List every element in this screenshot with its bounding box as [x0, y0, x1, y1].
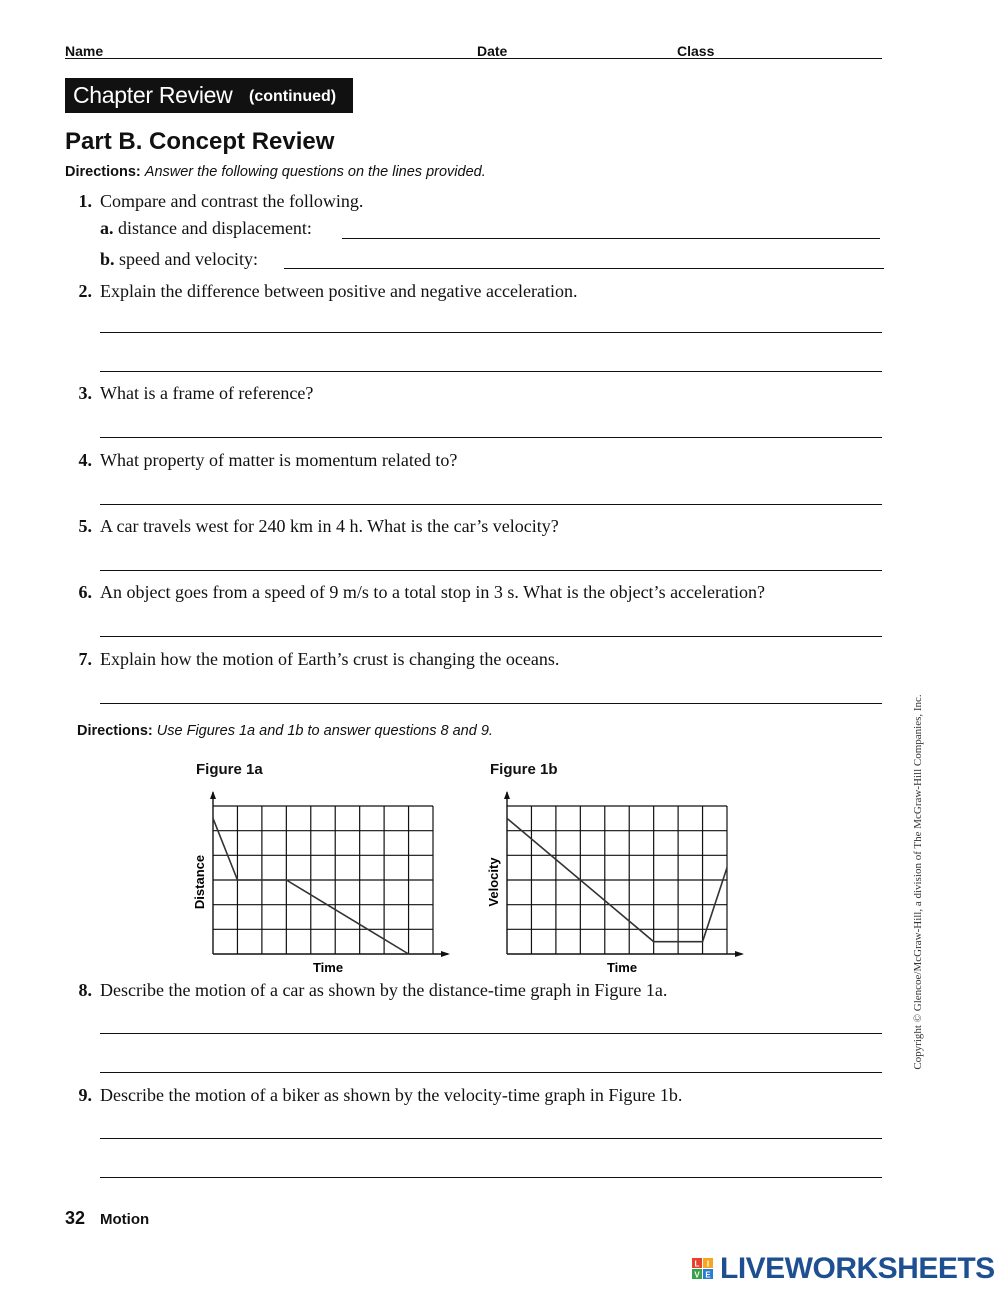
figure-1b-ylabel: Velocity — [486, 857, 501, 907]
figure-1b-xlabel: Time — [606, 960, 638, 975]
figure-1b-axes — [504, 791, 744, 957]
liveworksheets-logo-text: LIVEWORKSHEETS — [720, 1252, 995, 1285]
side-copyright: Copyright © Glencoe/McGraw-Hill, a division of The McGraw-Hill Companies, Inc. — [912, 694, 924, 1070]
directions-1-label: Directions: — [65, 164, 141, 180]
q1-text: Compare and contrast the following. — [100, 191, 364, 211]
q7-answer-line[interactable] — [100, 703, 882, 704]
name-label: Name — [65, 43, 104, 59]
q1-number: 1. — [78, 191, 92, 211]
directions-2-text: Use Figures 1a and 1b to answer questions 8 and 9. — [156, 723, 493, 739]
x-axis-arrow — [441, 951, 450, 957]
directions-1 — [65, 164, 486, 180]
figure-1a-title: Figure 1a — [196, 761, 263, 778]
banner-title: Chapter Review — [73, 82, 233, 108]
q2-number: 2. — [78, 281, 92, 301]
q6-answer-line[interactable] — [100, 636, 882, 637]
header-underline — [65, 58, 882, 59]
q1a — [100, 218, 312, 239]
figure-1a-xlabel: Time — [312, 960, 344, 975]
q2-answer-line-1[interactable] — [100, 332, 882, 333]
q9-answer-line-1[interactable] — [100, 1138, 882, 1139]
q1b-letter: b. — [100, 249, 115, 269]
figure-1a-graph — [188, 786, 458, 978]
footer-section: Motion — [100, 1211, 150, 1228]
logo-tile-letter: I — [706, 1259, 710, 1269]
figure-1b-graph — [482, 786, 752, 978]
q6-number: 6. — [78, 582, 92, 602]
q3-text: What is a frame of reference? — [100, 383, 314, 403]
q1b — [100, 249, 258, 270]
q8-text: Describe the motion of a car as shown by the distance-time graph in Figure 1a. — [100, 980, 668, 1000]
q8-answer-line-2[interactable] — [100, 1072, 882, 1073]
q9-answer-line-2[interactable] — [100, 1177, 882, 1178]
directions-2 — [77, 723, 493, 739]
q4-number: 4. — [78, 450, 92, 470]
q8-number: 8. — [78, 980, 92, 1000]
date-label: Date — [477, 43, 508, 59]
q5-answer-line[interactable] — [100, 570, 882, 571]
directions-1-text: Answer the following questions on the lines provided. — [144, 164, 486, 180]
q2-answer-line-2[interactable] — [100, 371, 882, 372]
q4-answer-line[interactable] — [100, 504, 882, 505]
liveworksheets-logo-icon — [692, 1258, 714, 1280]
y-axis-arrow — [504, 791, 510, 799]
q4-text: What property of matter is momentum related to? — [100, 450, 458, 470]
x-axis-arrow — [735, 951, 744, 957]
page-number: 32 — [65, 1208, 86, 1228]
logo-tile-letter: E — [705, 1270, 711, 1280]
q5-number: 5. — [78, 516, 92, 536]
q3-number: 3. — [78, 383, 92, 403]
figure-1b-title: Figure 1b — [490, 761, 558, 778]
q9-number: 9. — [78, 1085, 92, 1105]
liveworksheets-logo[interactable] — [692, 1252, 995, 1286]
logo-tile-letter: L — [694, 1259, 700, 1269]
figure-1b-grid — [507, 806, 727, 954]
chapter-review-banner — [65, 78, 353, 113]
q3-answer-line[interactable] — [100, 437, 882, 438]
figure-1a-axes — [210, 791, 450, 957]
q6-text: An object goes from a speed of 9 m/s to a total stop in 3 s. What is the object’s acceleration? — [100, 582, 765, 602]
figure-1a-ylabel: Distance — [192, 854, 207, 910]
class-label: Class — [677, 43, 715, 59]
q1b-answer-line[interactable] — [284, 268, 884, 269]
q5-text: A car travels west for 240 km in 4 h. What is the car’s velocity? — [100, 516, 559, 536]
q1a-answer-line[interactable] — [342, 238, 880, 239]
logo-tile-letter: V — [694, 1270, 700, 1280]
banner-subtitle: (continued) — [249, 88, 337, 105]
y-axis-arrow — [210, 791, 216, 799]
part-title: Part B. Concept Review — [65, 128, 335, 155]
directions-2-label: Directions: — [77, 723, 153, 739]
q7-number: 7. — [78, 649, 92, 669]
q7-text: Explain how the motion of Earth’s crust is changing the oceans. — [100, 649, 560, 669]
q1a-letter: a. — [100, 218, 114, 238]
q2-text: Explain the difference between positive and negative acceleration. — [100, 281, 578, 301]
q1b-text: speed and velocity: — [119, 249, 258, 269]
q1a-text: distance and displacement: — [118, 218, 312, 238]
q8-answer-line-1[interactable] — [100, 1033, 882, 1034]
q9-text: Describe the motion of a biker as shown by the velocity-time graph in Figure 1b. — [100, 1085, 683, 1105]
